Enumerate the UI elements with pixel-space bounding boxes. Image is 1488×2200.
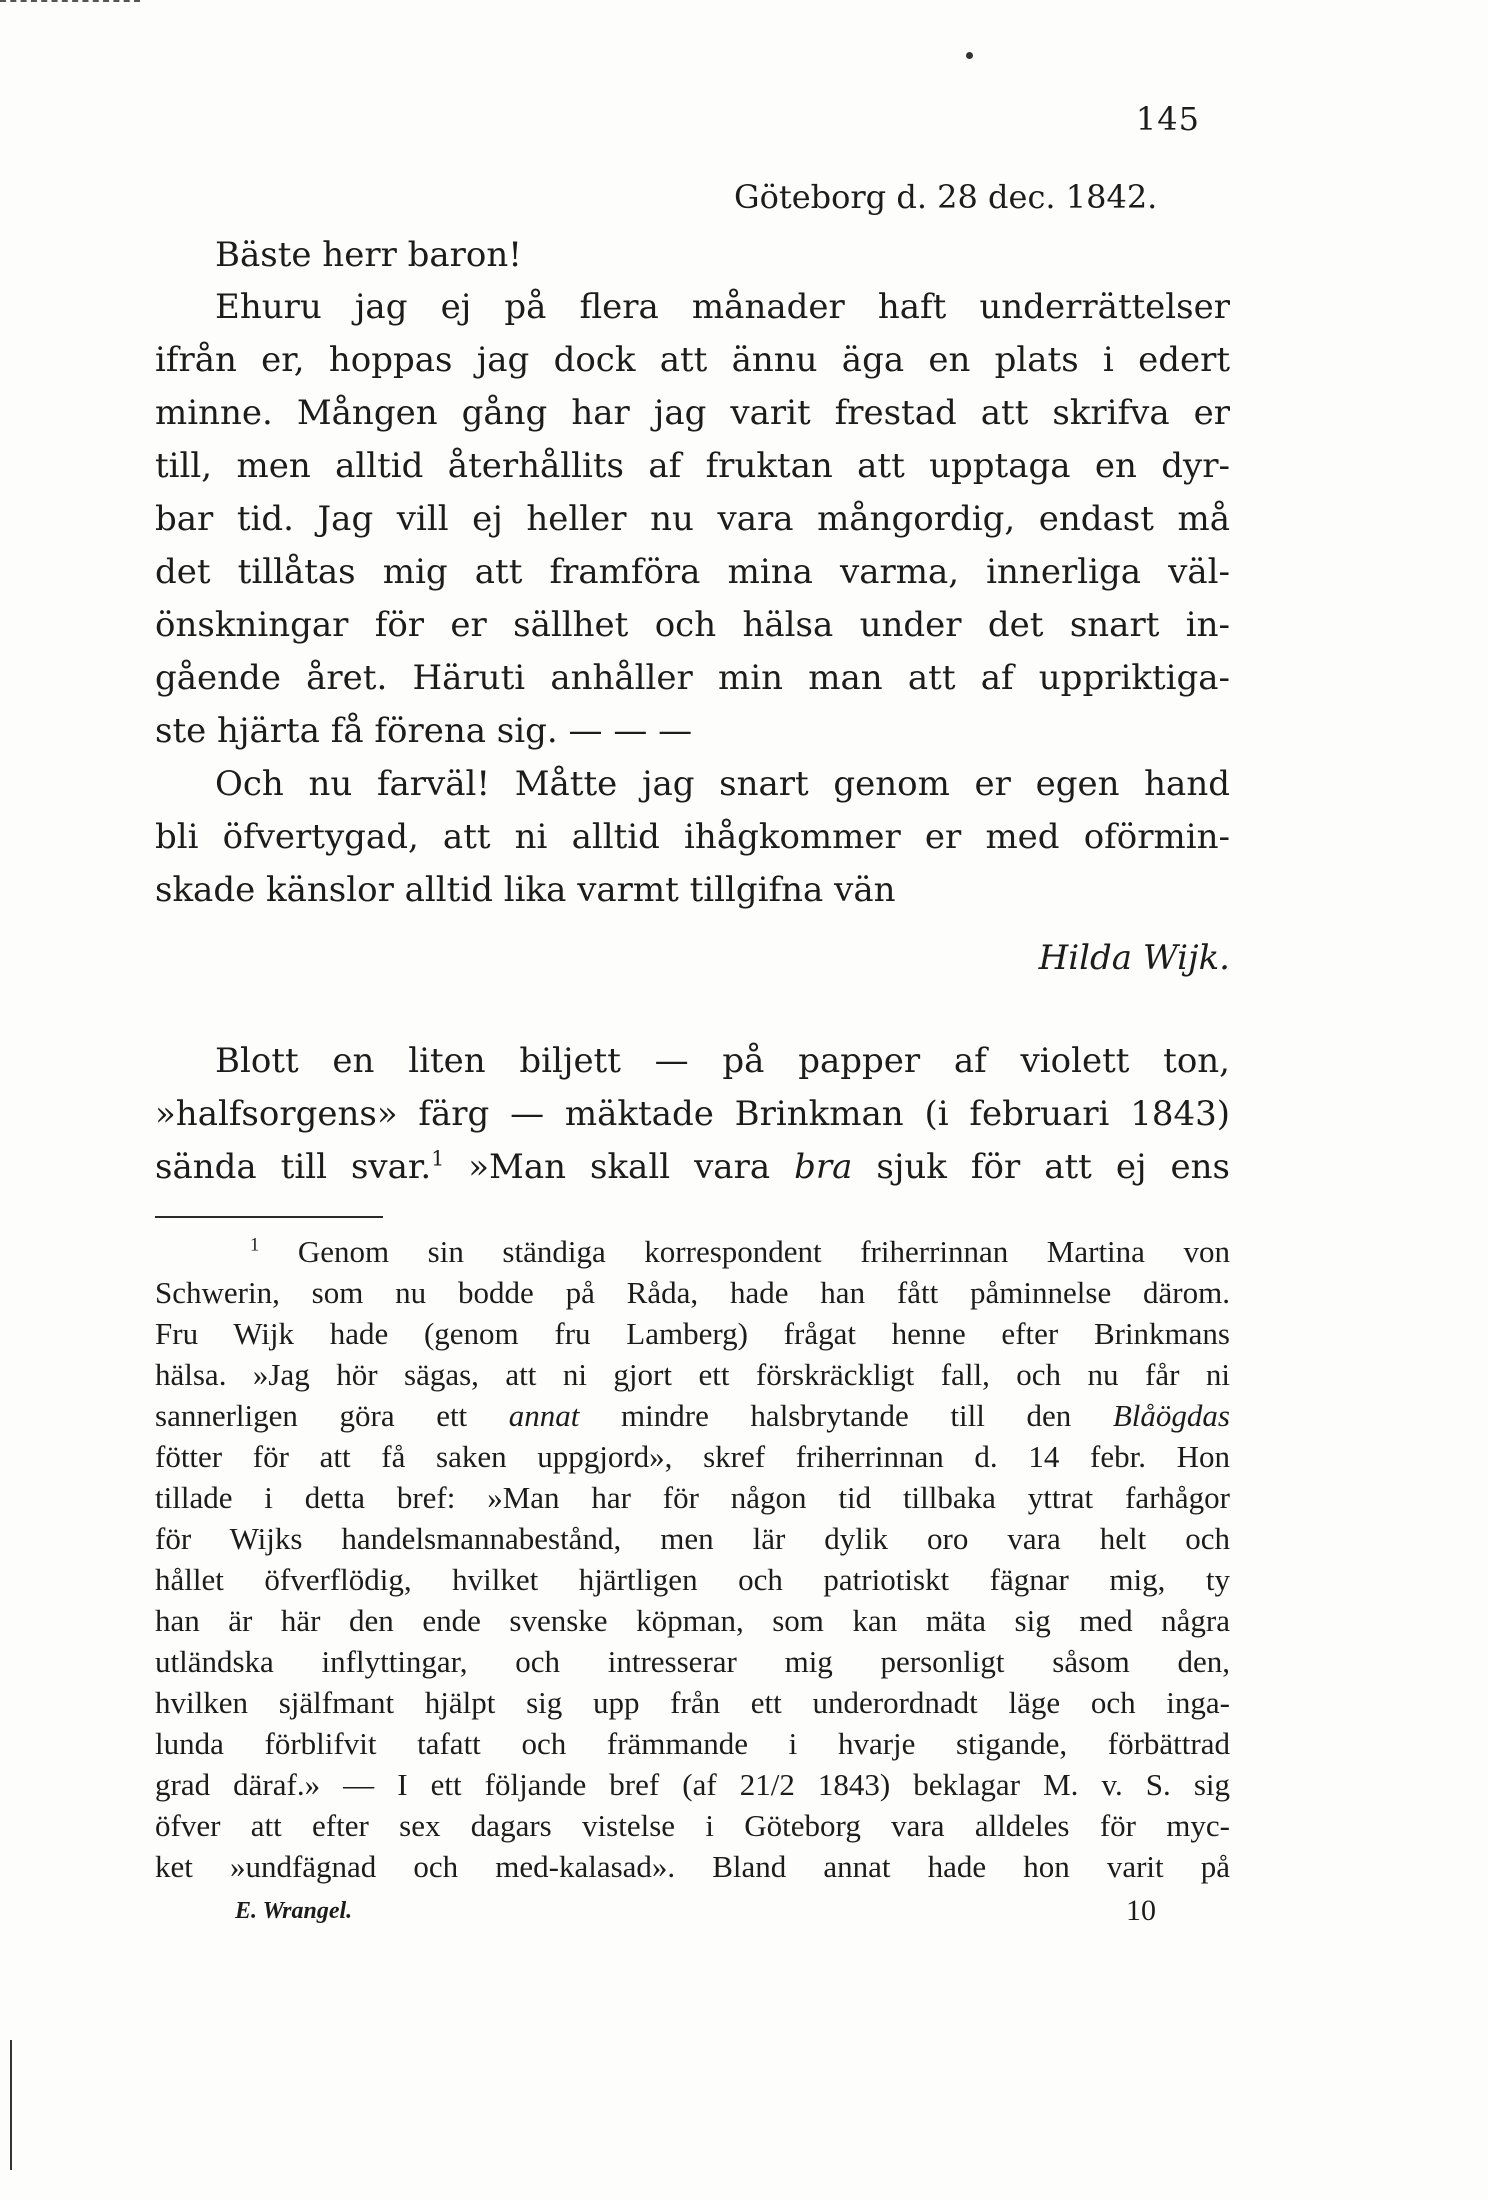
signature-mark: E. Wrangel. [235, 1898, 353, 1924]
letter-line: önskningar för er sällhet och hälsa under det snart in- [155, 605, 1230, 645]
body-text: »Man skall vara [444, 1147, 795, 1187]
body-line: Blott en liten biljett — på papper af violett ton, [215, 1041, 1230, 1081]
footnote-line: tillade i detta bref: »Man har för någon tid tillbaka yttrat farhågor [155, 1480, 1230, 1515]
footnote-line: hälsa. »Jag hör sägas, att ni gjort ett förskräckligt fall, och nu får ni [155, 1357, 1230, 1392]
footnote-line: han är här den ende svenske köpman, som kan mäta sig med några [155, 1603, 1230, 1638]
footnote-line: hållet öfverflödig, hvilket hjärtligen och patriotiskt fägnar mig, ty [155, 1562, 1230, 1597]
letter-signature: Hilda Wijk. [1038, 938, 1230, 978]
footnote-line: utländska inflyttingar, och intresserar mig personligt såsom den, [155, 1644, 1230, 1679]
letter-line: bli öfvertygad, att ni alltid ihågkommer er med oförmin- [155, 817, 1230, 857]
footnote-text: sannerligen göra ett [155, 1398, 509, 1433]
footnote-text: grad däraf.» — I ett följande bref (af [155, 1767, 740, 1802]
letter-line: gående året. Häruti anhåller min man att af uppriktiga- [155, 658, 1230, 698]
footnote-line: fötter för att få saken uppgjord», skref friherrinnan d. 14 febr. Hon [155, 1439, 1230, 1474]
footnote-line: för Wijks handelsmannabestånd, men lär dylik oro vara helt och [155, 1521, 1230, 1556]
emphasis: Blåögdas [1112, 1398, 1230, 1433]
letter-salutation: Bäste herr baron! [215, 235, 522, 275]
dateline: Göteborg d. 28 dec. 1842. [734, 178, 1158, 216]
letter-line: ifrån er, hoppas jag dock att ännu äga en plats i edert [155, 340, 1230, 380]
body-text: sjuk för att ej ens [852, 1147, 1230, 1187]
body-line [155, 1142, 1230, 1192]
footnote-line: Schwerin, som nu bodde på Råda, hade han fått påminnelse därom. [155, 1275, 1230, 1310]
footnote-line [155, 1396, 1230, 1437]
letter-line: det tillåtas mig att framföra mina varma, innerliga väl- [155, 552, 1230, 592]
letter-line: till, men alltid återhållits af fruktan att upptaga en dyr- [155, 446, 1230, 486]
footnote-marker: 1 [250, 1234, 260, 1256]
top-edge-rule [0, 0, 140, 2]
footnote-line: öfver att efter sex dagars vistelse i Göteborg vara alldeles för myc- [155, 1808, 1230, 1843]
body-line: »halfsorgens» färg — mäktade Brinkman (i februari 1843) [155, 1094, 1230, 1134]
footnote-line: ket »undfägnad och med-kalasad». Bland annat hade hon varit på [155, 1849, 1230, 1884]
date-fraction: 21/2 [739, 1767, 795, 1802]
body-text: sända till svar. [155, 1147, 432, 1187]
footnote-line: lunda förblifvit tafatt och främmande i hvarje stigande, förbättrad [155, 1726, 1230, 1761]
letter-line: Och nu farväl! Måtte jag snart genom er egen hand [215, 764, 1230, 804]
letter-line: ste hjärta få förena sig. — — — [155, 711, 693, 751]
footnote-rule [155, 1216, 383, 1218]
letter-line: minne. Mången gång har jag varit frestad att skrifva er [155, 393, 1230, 433]
footnote-text: mindre halsbrytande till den [579, 1398, 1113, 1433]
footnote-text: Genom sin ständiga korrespondent friherrinnan Martina von [297, 1234, 1230, 1269]
footnote-line: Fru Wijk hade (genom fru Lamberg) frågat henne efter Brinkmans [155, 1316, 1230, 1351]
letter-line: skade känslor alltid lika varmt tillgifna vän [155, 870, 896, 910]
margin-bar [10, 2040, 12, 2170]
emphasis: bra [794, 1147, 853, 1187]
page-number: 145 [1135, 100, 1200, 138]
footnote-line [155, 1765, 1230, 1806]
ink-dot [966, 52, 973, 59]
letter-line: Ehuru jag ej på flera månader haft underrättelser [215, 287, 1230, 327]
sheet-number: 10 [1126, 1894, 1156, 1927]
footnote-line: hvilken själfmant hjälpt sig upp från ett underordnadt läge och inga- [155, 1685, 1230, 1720]
footnote-line [250, 1232, 1230, 1273]
footnote-ref: 1 [431, 1146, 445, 1171]
letter-line: bar tid. Jag vill ej heller nu vara mångordig, endast må [155, 499, 1230, 539]
emphasis: annat [508, 1398, 580, 1433]
footnote-text: 1843) beklagar M. v. S. sig [794, 1767, 1230, 1802]
